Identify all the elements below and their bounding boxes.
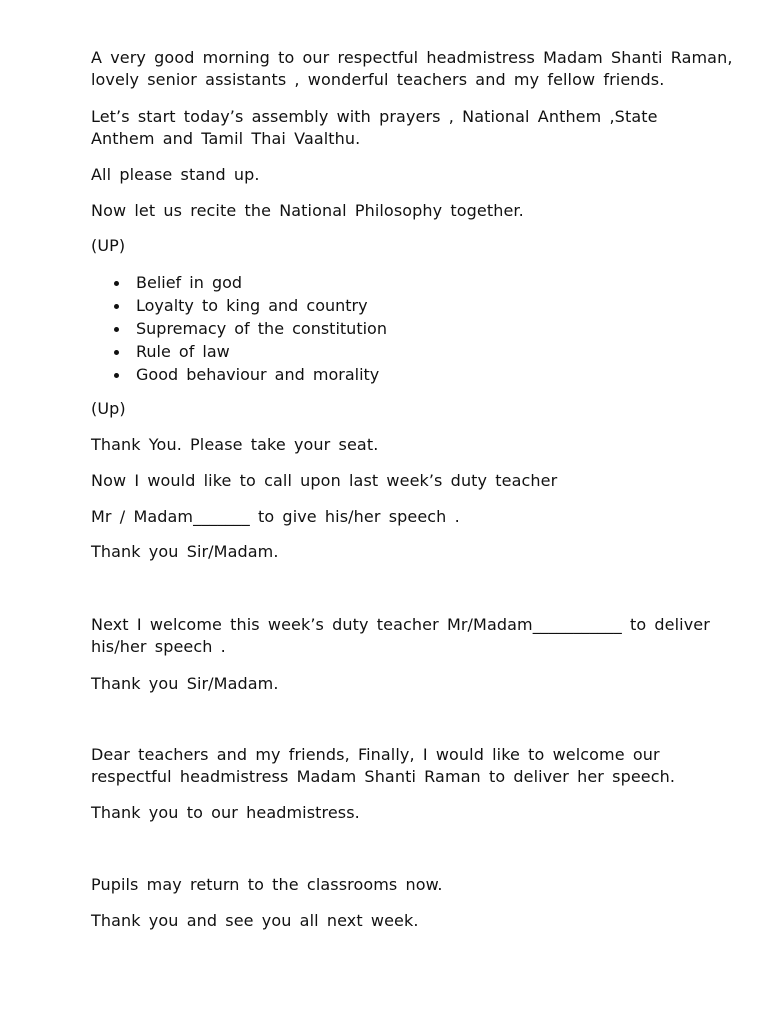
principle-text: Rule of law bbox=[136, 342, 230, 361]
list-item bbox=[110, 363, 387, 386]
bullet-icon bbox=[114, 304, 119, 309]
start-assembly-paragraph: Let’s start today’s assembly with prayers , National Anthem ,State Anthem and Tamil Thai Vaalthu. bbox=[91, 107, 666, 148]
bullet-icon bbox=[114, 327, 119, 332]
take-seat-line: Thank You. Please take your seat. bbox=[91, 435, 379, 454]
welcome-headmistress-paragraph: Dear teachers and my friends, Finally, I would like to welcome our respectful headmistress Madam Shanti Raman to deliver her speech. bbox=[91, 745, 676, 786]
list-item bbox=[110, 340, 387, 363]
list-item bbox=[110, 317, 387, 340]
principle-text: Good behaviour and morality bbox=[136, 365, 380, 384]
greeting-paragraph: A very good morning to our respectful headmistress Madam Shanti Raman, lovely senior assistants , wonderful teachers and my fellow friends. bbox=[91, 48, 741, 89]
thank-teacher-line-1: Thank you Sir/Madam. bbox=[91, 542, 279, 561]
thank-teacher-line-2: Thank you Sir/Madam. bbox=[91, 674, 279, 693]
list-item bbox=[110, 294, 387, 317]
recite-line: Now let us recite the National Philosophy together. bbox=[91, 201, 524, 220]
last-week-speech-line: Mr / Madam_______ to give his/her speech . bbox=[91, 507, 460, 526]
stand-up-line: All please stand up. bbox=[91, 165, 260, 184]
principle-text: Supremacy of the constitution bbox=[136, 319, 387, 338]
up-instruction-2: (Up) bbox=[91, 399, 126, 418]
national-philosophy-list bbox=[110, 271, 387, 386]
thank-headmistress-line: Thank you to our headmistress. bbox=[91, 803, 360, 822]
principle-text: Loyalty to king and country bbox=[136, 296, 368, 315]
call-last-week-line: Now I would like to call upon last week’s duty teacher bbox=[91, 471, 558, 490]
up-instruction-1: (UP) bbox=[91, 236, 126, 255]
closing-line: Thank you and see you all next week. bbox=[91, 911, 419, 930]
return-classrooms-line: Pupils may return to the classrooms now. bbox=[91, 875, 443, 894]
principle-text: Belief in god bbox=[136, 273, 243, 292]
bullet-icon bbox=[114, 350, 119, 355]
bullet-icon bbox=[114, 281, 119, 286]
bullet-icon bbox=[114, 373, 119, 378]
list-item bbox=[110, 271, 387, 294]
welcome-this-week-paragraph: Next I welcome this week’s duty teacher Mr/Madam___________ to deliver his/her speech . bbox=[91, 615, 719, 656]
